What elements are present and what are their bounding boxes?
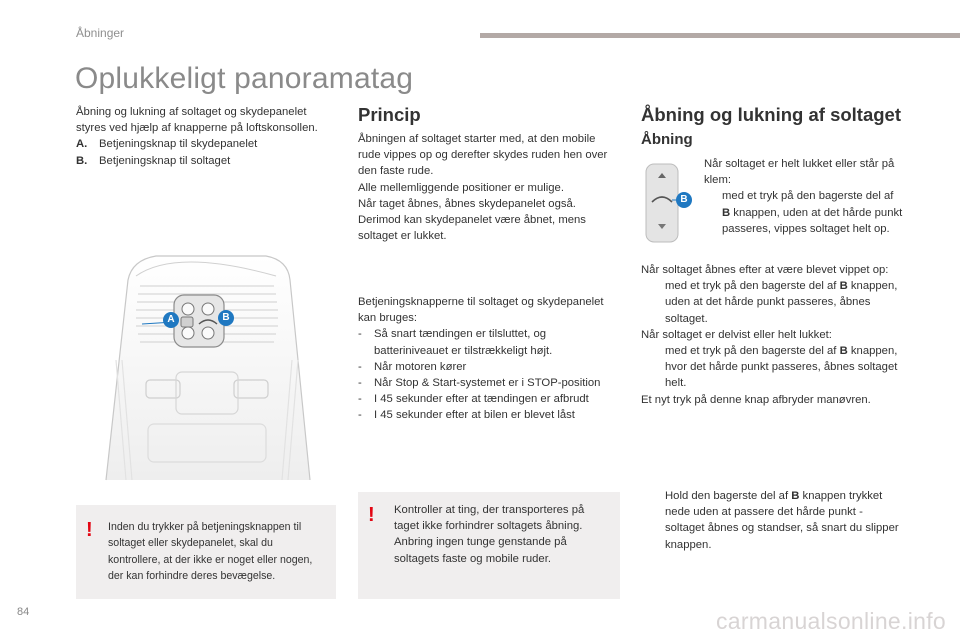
warning-text-middle: Kontroller at ting, der transporteres på taget ikke forhindrer soltagets åbning. Anbring ingen tunge genstande på soltagets faste og mobile ruder. xyxy=(394,504,585,565)
closed-intro: Når soltaget er helt lukket eller står på klem: xyxy=(704,158,895,187)
warning-box-left xyxy=(76,505,336,599)
list-item xyxy=(358,391,620,407)
list-item xyxy=(358,326,620,358)
warning-box-middle xyxy=(358,492,620,599)
key-label: B xyxy=(839,345,848,358)
legend-text: Betjeningsknap til soltaget xyxy=(99,154,231,167)
legend-item xyxy=(76,136,334,152)
dash-marker: - xyxy=(358,393,362,406)
list-item xyxy=(641,488,905,553)
text-run: knappen trykket nede uden at passere det hårde punkt - soltaget åbnes og standser, så snart du slipper knappen. xyxy=(665,490,899,551)
condition-text: Når motoren kører xyxy=(374,360,467,373)
text-run: Hold den bagerste del af xyxy=(665,490,792,502)
partial-intro: Når soltaget er delvist eller helt lukket: xyxy=(641,328,832,341)
closed-state-block xyxy=(704,156,904,237)
principle-paragraph: Åbningen af soltaget starter med, at den mobile rude vippes op og derefter skydes ruden hen over den faste rude. xyxy=(358,133,608,178)
list-item xyxy=(641,278,905,327)
legend-text: Betjeningsknap til skydepanelet xyxy=(99,138,258,151)
label-b-badge: B xyxy=(676,192,692,208)
conditions-block xyxy=(358,294,620,424)
text-run: med et tryk på den bagerste del af xyxy=(722,190,894,203)
tilted-intro: Når soltaget åbnes efter at være blevet vippet op: xyxy=(641,264,889,276)
list-item xyxy=(358,375,620,391)
key-label: B xyxy=(722,206,731,219)
label-a-badge: A xyxy=(163,312,179,328)
text-run: knappen, hvor det hårde punkt passeres, åbnes soltaget helt. xyxy=(665,345,898,390)
page-number: 84 xyxy=(17,606,30,618)
intro-text: Åbning og lukning af soltaget og skydepanelet styres ved hjælp af knapperne på loftskonsollen. xyxy=(76,106,318,135)
principle-paragraph: Alle mellemliggende positioner er mulige. xyxy=(358,181,564,194)
roof-console-drawing xyxy=(76,240,338,484)
bullet-text xyxy=(665,343,905,392)
principle-paragraph: Når taget åbnes, åbnes skydepanelet også. xyxy=(358,197,576,210)
list-item xyxy=(704,188,904,237)
list-item xyxy=(358,407,620,423)
conditions-list xyxy=(358,326,620,423)
list-item xyxy=(641,343,905,392)
text-run: knappen, uden at det hårde punkt passeres, vippes soltaget helt op. xyxy=(722,206,903,235)
label-b-badge: B xyxy=(218,310,234,326)
bullet-text xyxy=(722,188,904,237)
text-run: med et tryk på den bagerste del af xyxy=(665,345,840,358)
text-run: med et tryk på den bagerste del af xyxy=(665,280,840,293)
condition-text: Når Stop & Start-systemet er i STOP-position xyxy=(374,377,601,390)
condition-text: I 45 sekunder efter at bilen er blevet låst xyxy=(374,409,575,422)
bullet-text xyxy=(665,488,905,553)
dash-marker: - xyxy=(358,409,362,422)
section-label: Åbninger xyxy=(76,26,125,40)
bullet-text xyxy=(665,278,905,327)
condition-text: I 45 sekunder efter at tændingen er afbrudt xyxy=(374,393,589,406)
dash-marker: - xyxy=(358,360,362,373)
legend-key: A. xyxy=(76,138,88,151)
bullet-icon xyxy=(641,488,665,553)
tilted-state-block xyxy=(641,262,905,408)
bullet-icon xyxy=(641,343,665,392)
key-label: B xyxy=(839,280,848,293)
open-close-heading: Åbning og lukning af soltaget xyxy=(641,104,902,125)
dash-marker: - xyxy=(358,377,362,390)
dash-marker: - xyxy=(358,328,362,341)
conditions-intro: Betjeningsknapperne til soltaget og skydepanelet kan bruges: xyxy=(358,296,604,325)
legend-key: B. xyxy=(76,154,88,167)
principle-text xyxy=(358,131,620,244)
switch-illustration xyxy=(642,162,696,246)
bullet-icon xyxy=(704,188,722,237)
warning-text-left: Inden du trykker på betjeningsknappen til soltaget eller skydepanelet, skal du kontrollere, at der ikke er noget eller nogen, der kan forhindre deres bevægelse. xyxy=(108,521,313,583)
header-accent-bar xyxy=(480,33,960,38)
left-intro-block xyxy=(76,104,334,169)
warning-icon: ! xyxy=(368,504,375,526)
opening-subheading: Åbning xyxy=(641,131,693,148)
roof-console-illustration xyxy=(76,240,338,484)
list-item xyxy=(358,359,620,375)
watermark: carmanualsonline.info xyxy=(715,608,946,634)
key-label: B xyxy=(791,490,800,502)
tilted-list xyxy=(641,278,905,327)
text-run: knappen, uden at det hårde punkt passeres, åbnes soltaget. xyxy=(665,280,898,325)
warning-icon: ! xyxy=(86,519,93,541)
condition-text: Så snart tændingen er tilsluttet, og batteriniveauet er tilstrækkeligt højt. xyxy=(374,328,553,357)
bullet-icon xyxy=(641,278,665,327)
legend-item xyxy=(76,153,334,169)
principle-paragraph: Derimod kan skydepanelet være åbnet, mens soltaget er lukket. xyxy=(358,214,586,243)
principle-heading: Princip xyxy=(358,104,421,125)
partial-list xyxy=(641,343,905,392)
page-title: Oplukkeligt panoramatag xyxy=(75,62,414,95)
hold-list xyxy=(641,488,905,553)
hold-block xyxy=(641,488,905,553)
stop-note: Et nyt tryk på denne knap afbryder manøvren. xyxy=(641,393,871,406)
closed-list xyxy=(704,188,904,237)
